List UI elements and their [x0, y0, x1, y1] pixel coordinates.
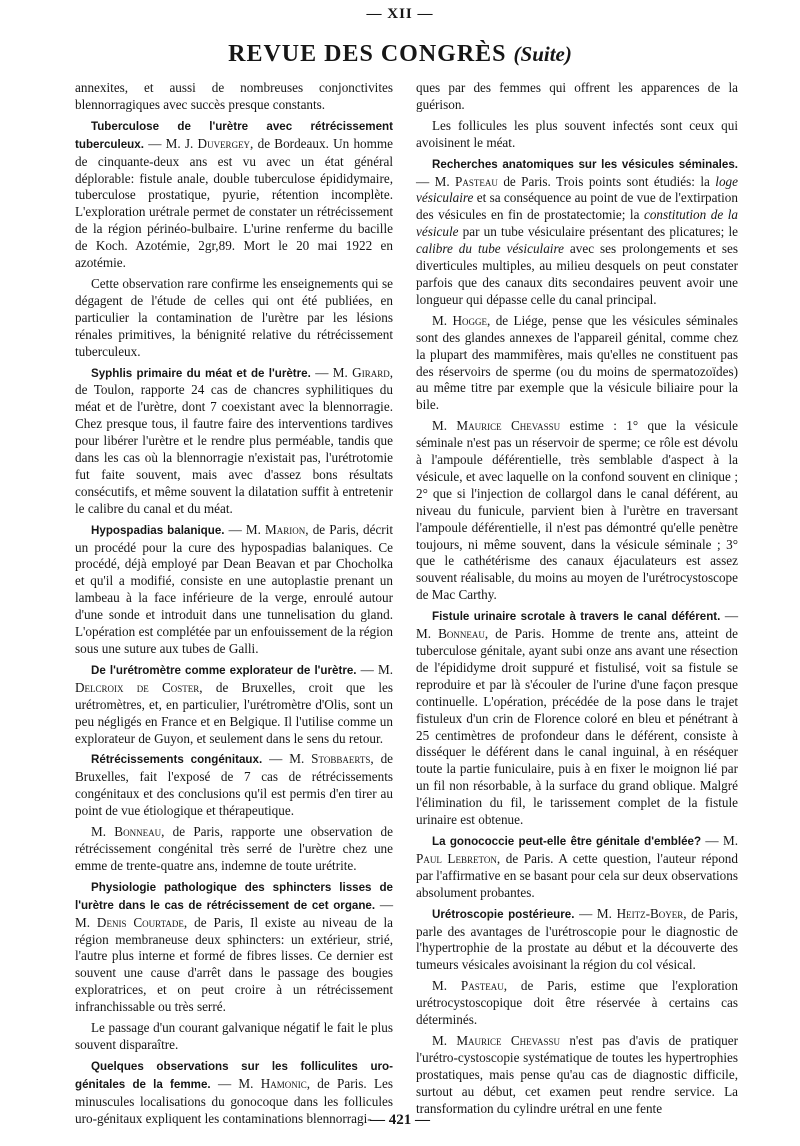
section-heading: La gonococcie peut-elle être génitale d'emblée?	[432, 834, 702, 848]
page-roman-numeral: — XII —	[366, 6, 434, 22]
paragraph: M. Bonneau, de Paris, rapporte une observation de rétrécissement congénital très serré de l'urètre chez une emme de trente-quatre ans, indemne de toute urétrite.	[75, 824, 393, 873]
section-heading: Fistule urinaire scrotale à travers le canal déférent.	[432, 610, 721, 624]
left-column	[75, 80, 393, 1131]
author-name: M. Maurice Chevassu	[432, 1032, 561, 1048]
paragraph: Le passage d'un courant galvanique négatif le fait le plus souvent disparaître.	[75, 1020, 393, 1052]
paragraph: De l'urétromètre comme explorateur de l'urètre. — M. Delcroix de Coster, de Bruxelles, croit que les urétromètres, et, en particulier, l'urétromètre d'Olis, sont un peu négligés en France et en Belgique. Il l'utilise comme un explorateur de Guyon, et seulement dans le sens du retour.	[75, 661, 394, 746]
author-name: — M. Denis Courtade,	[75, 896, 393, 930]
right-column	[416, 80, 738, 1121]
paragraph: Fistule urinaire scrotale à travers le canal déférent. — M. Bonneau, de Paris. Homme de trente ans, atteint de tuberculose génitale, ayant subi onze ans avant une résection de l'épididyme droit suppuré et fistulisé, voit sa fistule se reproduire et par là s'écouler de l'urine d'une façon presque continuelle. L'opération, précédée de la pose dans le trajet fistuleux d'un crin de Florence coloré en bleu et pénétrant à 25 centimètres de profondeur dans le déférent, consiste à disséquer le déférent dans le canal inguinal, à en réséquer toute la partie funiculaire, puis à en fixer le moignon lié par un fil non résorbable, à la surface du grand oblique. Malgré l'élimination du fil, le tarissement complet de la fistule urinaire est obtenue.	[416, 608, 738, 828]
paragraph: M. Maurice Chevassu estime : 1° que la vésicule séminale n'est pas un réservoir de sperme; ce rôle est dévolu à l'ampoule déférentielle, très semblable d'aspect à la vésicule, et avec laquelle on la confond souvent en clinique ; 2° que si l'injection de collargol dans le canal déférent, au niveau du funicule, parvient bien à l'urètre en traversant l'ampoule déférentielle, il n'est pas démontré qu'elle penètre toujours, ni même souvent, dans la vésicule séminale ; 3° que le cathétérisme des canaux éjaculateurs est assez souvent réalisable, du moins au moyen de l'urétrocystoscope de Mac Carthy.	[416, 418, 738, 603]
author-name: M. Bonneau,	[91, 824, 165, 840]
section-heading: Hypospadias balanique.	[91, 523, 225, 537]
section-heading: Syphlis primaire du méat et de l'urètre.	[91, 366, 311, 380]
section-heading: Recherches anatomiques sur les vésicules séminales.	[432, 157, 738, 171]
paragraph: Syphlis primaire du méat et de l'urètre. — M. Girard, de Toulon, rapporte 24 cas de chancres syphilitiques du méat et de l'urètre, dont 7 coexistant avec la blennorragie. Chez presque tous, il fautre faire des interventions tardives pour libérer l'urètre et le rendre plus perméable, tandis que dans les cas où la blennorragie n'existait pas, l'urétrotomie fut faite souvent, mais avec d'assez bons résultats consécutifs, et même souvent la dilatation suffit à entretenir le calibre du canal et du méat.	[75, 364, 393, 516]
title-main: REVUE DES CONGRÈS	[228, 41, 507, 67]
paragraph: M. Hogge, de Liége, pense que les vésicules séminales sont des glandes annexes de l'appareil génital, comme chez la plupart des mammifères, mais qu'elles ne constituent pas des réservoirs de sperme (ou du moins de spermatozoïdes) au même titre par exemple que la vésicule biliaire pour la bile.	[416, 312, 739, 413]
author-name: — M. Heitz-Boyer,	[579, 905, 687, 921]
author-name: — M. Hamonic,	[217, 1075, 311, 1091]
paragraph: annexites, et aussi de nombreuses conjonctivites blennorragiques avec succès presque constants.	[75, 80, 393, 112]
author-name: — M. Stobbaerts,	[269, 751, 374, 767]
section-heading: De l'urétromètre comme explorateur de l'urètre.	[91, 663, 357, 677]
paragraph: M. Maurice Chevassu n'est pas d'avis de pratiquer l'urétro-cystoscopie systématique de toutes les hypertrophies prostatiques, mais pense qu'au cas de diagnostic difficile, surtout au début, cet examen peut rendre service. La transformation du cylindre urétral en une fente	[416, 1032, 739, 1116]
section-heading: Rétrécissements congénitaux.	[91, 753, 263, 767]
paragraph: Quelques observations sur les folliculites uro-génitales de la femme. — M. Hamonic, de Paris. Les minuscules localisations du gonocoque dans les follicules uro-génitaux expliquent les contaminations blennorragi-	[75, 1059, 394, 1126]
paragraph: Urétroscopie postérieure. — M. Heitz-Boyer, de Paris, parle des avantages de l'urétroscopie pour le diagnostic de l'hypertrophie de la prostate au début et la découverte des tumeurs vésicales avoisinant la région du col vésical.	[416, 905, 738, 973]
author-name: M. Pasteau,	[432, 978, 508, 994]
paragraph: Tuberculose de l'urètre avec rétrécissement tuberculeux. — M. J. Duvergey, de Bordeaux. Un homme de cinquante-deux ans est vu avec un état général déplorable: fistule anale, double tuberculose épididymaire, tuberculose prostatique, pyurie, rétention incomplète. L'exploration urétrale permet de constater un rétrécissement de la région périnéo-bulbaire. L'urine renferme du bacille de Koch. Azotémie, 2gr,89. Mort le 20 mai 1922 en azotémie.	[75, 119, 394, 271]
author-name: — M. Girard,	[315, 364, 393, 380]
paragraph: ques par des femmes qui offrent les apparences de la guérison.	[416, 80, 738, 112]
paragraph: Les follicules les plus souvent infectés sont ceux qui avoisinent le méat.	[416, 117, 738, 150]
paragraph: Rétrécissements congénitaux. — M. Stobbaerts, de Bruxelles, fait l'exposé de 7 cas de rétrécissements congénitaux et des conclusions qu'il est permis d'en tirer au point de vue étiologique et thérapeutique.	[75, 751, 394, 819]
section-heading: Physiologie pathologique des sphincters lisses de l'urètre dans le cas de rétrécissement de cet organe.	[75, 880, 393, 912]
title-suite: (Suite)	[513, 42, 572, 66]
paragraph: M. Pasteau, de Paris, estime que l'exploration urétrocystoscopique doit être réservée à certains cas déterminés.	[416, 978, 738, 1028]
section-heading: Tuberculose de l'urètre avec rétrécissement tuberculeux.	[75, 119, 393, 151]
author-name: — M. Bonneau,	[416, 608, 738, 642]
paragraph: La gonococcie peut-elle être génitale d'emblée? — M. Paul Lebreton, de Paris. A cette question, l'auteur répond par l'affirmative en se basant pour cela sur deux observations absolument probantes.	[416, 832, 739, 900]
author-name: M. Hogge,	[432, 312, 491, 328]
author-name: — M. J. Duvergey,	[148, 135, 254, 151]
author-name: — M. Delcroix de Coster,	[75, 661, 394, 695]
paragraph: Recherches anatomiques sur les vésicules séminales. — M. Pasteau de Paris. Trois points sont étudiés: la loge vésiculaire et sa conséquence au point de vue de l'extirpation des vésicules en fin de prostatectomie; la constitution de la vésicule par un tube vésiculaire présentant des plicatures; le calibre du tube vésiculaire avec ses prolongements et ses diverticules multiples, au milieu desquels on peut constater parfois que des canaux dits secondaires peuvent avoir une longueur qui dépasse celle du canal principal.	[416, 157, 739, 307]
section-heading: Quelques observations sur les folliculites uro-génitales de la femme.	[75, 1059, 393, 1091]
paragraph: Hypospadias balanique. — M. Marion, de Paris, décrit un procédé pour la cure des hypospadias balaniques. Ce procédé, déjà employé par Dean Beavan et par Chocholka et qu'il a modifié, consiste en une autoplastie prenant un lambeau à la face inférieure de la verge, enroulé autour d'une sonde et introduit dans une tunnelisation du gland. L'opération est complétée par un enfouissement de la région sous une suture aux tubes de Galli.	[75, 521, 394, 656]
author-name: M. Maurice Chevassu	[432, 418, 561, 434]
paragraph: Physiologie pathologique des sphincters lisses de l'urètre dans le cas de rétrécissement de cet organe. — M. Denis Courtade, de Paris, Il existe au niveau de la région membraneuse deux sphincters: un extérieur, strié, l'autre plus interne et formé de fibres lisses. Ce dernier est souvent une cause d'arrêt dans le passage des bougies exploratrices, et on peut croire à un rétrécissement infranchissable ou très serré.	[75, 880, 394, 1015]
author-name: — M. Marion,	[228, 521, 309, 537]
section-heading: Urétroscopie postérieure.	[432, 907, 575, 921]
author-name: — M. Pasteau	[416, 173, 498, 189]
page-number: — 421 —	[370, 1112, 430, 1128]
author-name: — M. Paul Lebreton,	[416, 832, 739, 866]
page-title	[0, 40, 800, 68]
paragraph: Cette observation rare confirme les enseignements qui se dégagent de l'étude de celles qui ont été publiées, en particulier la contamination de l'urètre par les lésions rénales primitives, la bénignité relative du rétrécissement tuberculeux.	[75, 275, 393, 359]
